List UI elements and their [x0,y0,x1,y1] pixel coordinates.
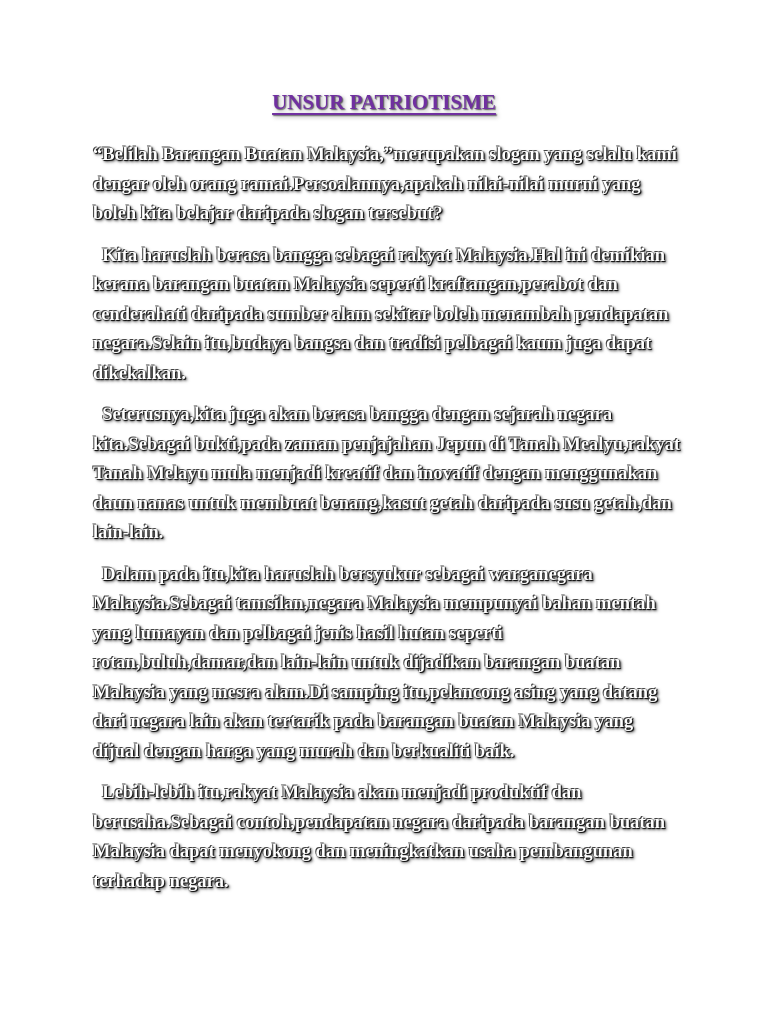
paragraph-intro: “Belilah Barangan Buatan Malaysia,”merupakan slogan yang selalu kami dengar oleh orang ramai.Persoalannya,apakah nilai-nilai murni yang boleh kita belajar daripada slogan tersebut? [93,145,677,224]
paragraph-bangga: Kita haruslah berasa bangga sebagai rakyat Malaysia.Hal ini demikian kerana barangan buatan Malaysia seperti kraftangan,perabot dan cenderahati daripada sumber alam sekitar boleh menambah pendapatan negara.Selain itu,budaya bangsa dan tradisi pelbagai kaum juga dapat dikekalkan. [93,245,669,384]
paragraph-produktif: Lebih-lebih itu,rakyat Malaysia akan menjadi produktif dan berusaha.Sebagai contoh,pendapatan negara daripada barangan buatan Malaysia dapat menyokong dan meningkatkan usaha pembangunan terhadap negara. [93,783,666,892]
document-body [93,141,683,909]
paragraph-sejarah: Seterusnya,kita juga akan berasa bangga dengan sejarah negara kita.Sebagai bukti,pada zaman penjajahan Jepun di Tanah Mealyu,rakyat Tanah Melayu mula menjadi kreatif dan inovatif dengan menggunakan daun nanas untuk membuat benang,kasut getah daripada susu getah,dan lain-lain. [93,405,681,543]
document-title: UNSUR PATRIOTISME [272,90,496,114]
paragraph-bersyukur: Dalam pada itu,kita haruslah bersyukur sebagai warganegara Malaysia.Sebagai tamsilan,negara Malaysia mempunyai bahan mentah yang lumayan dan pelbagai jenis hasil hutan seperti rotan,buluh,damar,dan lain-lain untuk dijadikan barangan buatan Malaysia yang mesra alam.Di samping itu,pelancong asing yang datang dari negara lain akan tertarik pada barangan buatan Malaysia yang dijual dengan harga yang murah dan berkualiti baik. [93,564,658,762]
